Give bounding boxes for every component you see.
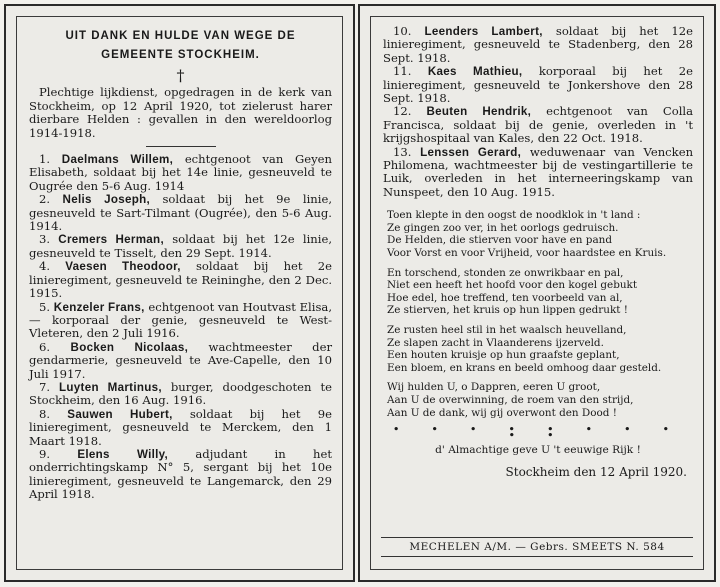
- fallen-entry: [383, 146, 693, 200]
- entry-text: echtgenoot van Geyen Elisabeth, soldaat bij het 14e linie, gesneuveld te Ougrée den 5-6 Aug. 1914: [29, 152, 333, 193]
- entry-name: Daelmans Willem,: [61, 153, 174, 167]
- fallen-entry: [29, 341, 332, 381]
- fallen-entry: [29, 408, 332, 448]
- poem-line: Wij hulden U, o Dappren, eeren U groot,: [387, 381, 601, 394]
- left-entry-list: [29, 153, 332, 502]
- right-card: [358, 4, 716, 582]
- cross-icon: †: [176, 66, 185, 85]
- entry-name: Leenders Lambert,: [424, 25, 543, 38]
- poem-stanza: [387, 381, 693, 419]
- entry-number: 2.: [39, 192, 51, 207]
- fallen-entry: [383, 105, 693, 145]
- poem-line: Ze stierven, het kruis op hun lippen gedrukt !: [387, 304, 628, 317]
- entry-text: soldaat bij het 9e linie, gesneuveld te Sart-Tilmant (Ougrée), den 5-6 Aug. 1914.: [29, 192, 332, 234]
- dots-divider: • • • • • • • • • •: [392, 422, 684, 443]
- entry-name: Nelis Joseph,: [62, 193, 150, 207]
- entry-number: 3.: [39, 232, 51, 247]
- left-card-frame: [16, 16, 343, 570]
- fallen-entry: [29, 193, 332, 233]
- entry-name: Kaes Mathieu,: [427, 65, 523, 79]
- left-card: [4, 4, 355, 582]
- poem-line: Een houten kruisje op hun graafste geplant,: [387, 349, 620, 362]
- entry-text: echtgenoot van Colla Francisca, soldaat bij de genie, overleden in 't krijgshospitaal van Kales, den 22 Oct. 1918.: [383, 104, 694, 146]
- poem-line: Niet een heeft het hoofd voor den kogel gebukt: [387, 279, 638, 292]
- entry-name: Beuten Hendrik,: [426, 105, 532, 119]
- poem-line: Voor Vorst en voor Vrijheid, voor haardstee en Kruis.: [387, 247, 667, 260]
- entry-text: adjudant in het onderrichtingskamp N° 5, sergant bij het 10e linieregiment, gesneuveld te Langemarck, den 29 April 1918.: [29, 446, 332, 502]
- fallen-entry: [29, 381, 332, 408]
- entry-text: soldaat bij het 2e linieregiment, gesneuveld te Reininghe, den 2 Dec. 1915.: [29, 259, 332, 301]
- divider: [146, 146, 216, 147]
- entry-text: korporaal bij het 2e linieregiment, gesneuveld te Jonkershove den 28 Sept. 1918.: [383, 64, 694, 106]
- entry-text: burger, doodgeschoten te Stockheim, den 16 Aug. 1916.: [29, 379, 332, 408]
- entry-name: Bocken Nicolaas,: [70, 340, 189, 354]
- poem-line: Hoe edel, hoe treffend, ten voorbeeld van al,: [387, 291, 623, 304]
- entry-number: 13.: [393, 144, 412, 159]
- entry-text: echtgenoot van Houtvast Elisa, — korporaal der genie, gesneuveld te West-Vleteren, den 2 Juli 1916.: [29, 299, 333, 341]
- closing-line: Stockheim den 12 April 1920.: [505, 464, 687, 479]
- entry-text: weduwenaar van Vencken Philomena, wachtmeester bij de vestingartillerie te Luik, overleden in het interneeringskamp van Nunspeet, den 10 Aug. 1915.: [383, 144, 694, 199]
- entry-number: 9.: [39, 446, 51, 461]
- fallen-entry: [29, 233, 332, 260]
- entry-number: 12.: [393, 104, 412, 119]
- poem-stanza: [387, 324, 693, 374]
- right-card-frame: [370, 16, 704, 570]
- entry-text: soldaat bij het 12e linie, gesneuveld te Tisselt, den 29 Sept. 1914.: [29, 232, 333, 260]
- entry-text: soldaat bij het 9e linieregiment, gesneuveld te Merckem, den 1 Maart 1918.: [29, 406, 332, 448]
- poem-line: Aan U de dank, wij gij overwont den Dood !: [387, 406, 617, 419]
- header-line-2: GEMEENTE STOCKHEIM.: [101, 49, 260, 61]
- fallen-entry: [29, 448, 332, 502]
- entry-name: Lenssen Gerard,: [420, 145, 522, 159]
- fallen-entry: [383, 65, 693, 105]
- entry-number: 10.: [393, 24, 412, 38]
- fallen-entry: [29, 153, 332, 193]
- poem-line: Ze gingen zoo ver, in het oorlogs gedruisch.: [387, 221, 619, 234]
- entry-text: wachtmeester der gendarmerie, gesneuveld te Ave-Capelle, den 10 Juli 1917.: [29, 339, 333, 381]
- entry-name: Sauwen Hubert,: [67, 407, 173, 421]
- header-line-1: UIT DANK EN HULDE VAN WEGE DE: [65, 30, 296, 42]
- entry-number: 7.: [39, 379, 51, 394]
- fallen-entry: [29, 260, 332, 300]
- entry-name: Luyten Martinus,: [59, 380, 162, 394]
- fallen-entry: [29, 301, 332, 341]
- poem-line: Ze rusten heel stil in het waalsch heuvelland,: [387, 324, 627, 337]
- intro-paragraph: Plechtige lijkdienst, opgedragen in de kerk van Stockheim, op 12 April 1920, tot zielerust harer dierbare Helden : gevallen in den wereldoorlog 1914-1918.: [29, 85, 332, 140]
- entry-name: Vaesen Theodoor,: [65, 260, 181, 274]
- poem-line: Ze slapen zacht in Vlaanderens ijzerveld.: [387, 336, 604, 349]
- poem-line: En torschend, stonden ze onwrikbaar en pal,: [387, 266, 624, 279]
- entry-name: Cremers Herman,: [58, 233, 164, 247]
- right-entry-list: [383, 25, 693, 199]
- entry-number: 1.: [39, 152, 51, 167]
- entry-number: 6.: [39, 339, 51, 354]
- poem-stanza: [387, 209, 693, 259]
- entry-number: 5.: [39, 299, 51, 314]
- poem-line: Aan U de overwinning, de roem van den strijd,: [387, 394, 634, 406]
- poem-line: De Helden, die stierven voor have en pand: [387, 234, 612, 247]
- entry-text: soldaat bij het 12e linieregiment, gesneuveld te Stadenberg, den 28 Sept. 1918.: [383, 24, 693, 65]
- prayer-line: d' Almachtige geve U 't eeuwige Rijk !: [435, 444, 641, 457]
- printer-footer: MECHELEN A/M. — Gebrs. SMEETS N. 584: [381, 537, 693, 557]
- entry-number: 4.: [39, 259, 51, 274]
- fallen-entry: [383, 25, 693, 65]
- entry-number: 11.: [393, 64, 412, 79]
- entry-name: Elens Willy,: [77, 447, 169, 461]
- poem-stanza: [387, 267, 693, 317]
- entry-name: Kenzeler Frans,: [53, 300, 145, 314]
- poem: [387, 209, 693, 419]
- poem-line: Een bloem, en krans en beeld omhoog daar gesteld.: [387, 361, 662, 374]
- poem-line: Toen klepte in den oogst de noodklok in 't land :: [387, 209, 641, 222]
- entry-number: 8.: [39, 406, 51, 421]
